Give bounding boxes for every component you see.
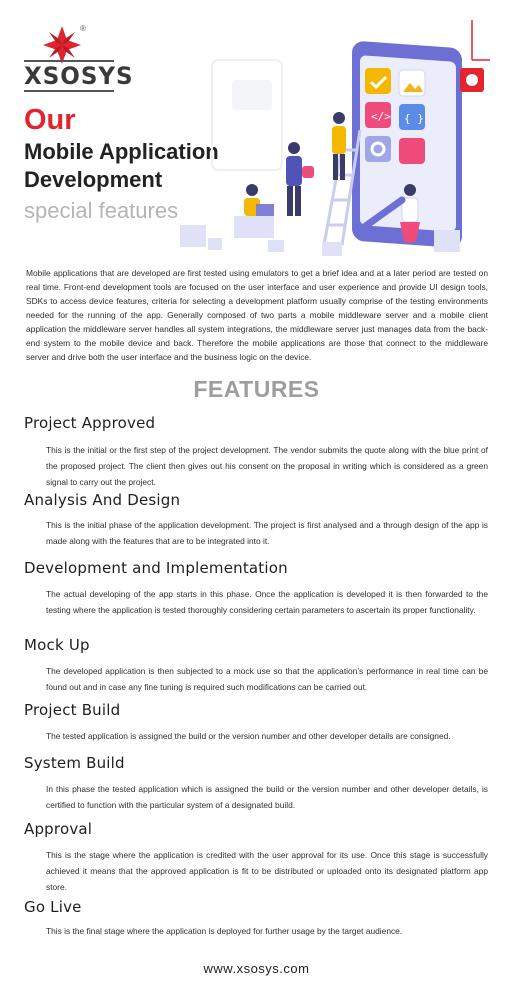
svg-text:{ }: { }	[404, 112, 424, 125]
svg-text:</>: </>	[371, 110, 391, 123]
feature-title: Go Live	[24, 898, 82, 916]
feature-title: Mock Up	[24, 636, 90, 654]
feature-title: Analysis And Design	[24, 491, 181, 509]
feature-description: In this phase the tested application which is assigned the build or the version number and other developer details, is certified to function with the particular system of a designated build.	[46, 784, 488, 810]
logo-rule-bottom	[24, 90, 114, 92]
feature-title: Approval	[24, 820, 93, 838]
page-title: Mobile Application Development	[24, 139, 219, 192]
features-heading: FEATURES	[193, 376, 320, 402]
app-development-illustration	[172, 20, 502, 260]
feature-description: The tested application is assigned the build or the version number and other developer details are consigned.	[46, 731, 451, 741]
feature-description: This is the initial phase of the application development. The project is first analysed and a through design of the app is made along with the features that are to be integrated into it.	[46, 520, 488, 546]
feature-title: System Build	[24, 754, 125, 772]
brand-wordmark: XSOSYS	[24, 62, 134, 90]
feature-description: The actual developing of the app starts in this phase. Once the application is developed it is then forwarded to the testing where the application is tested thoroughly considering certain parameters to ascertain its proper functionality.	[46, 589, 488, 615]
feature-description: This is the initial or the first step of the project development. The vendor submits the quote along with the blue print of the proposed project. The client then gives out his consent on the proposal in writing which is considered as a green signal to carry out the project.	[46, 445, 488, 487]
feature-description: This is the stage where the application is credited with the user approval for its use. Once this stage is successfully achieved it means that the approved application is fit to be distributed or uploaded onto its designated platform app store.	[46, 850, 488, 892]
page-subtitle: special features	[24, 198, 179, 223]
intro-paragraph: Mobile applications that are developed are first tested using emulators to get a brief idea and at a later period are tested on real time. Front-end development tools are focused on the user interface and user experience and provide UI design tools, SDKs to access device features, criteria for selecting a development platform usually comprise of the testing environments needed for the running of the app. Generally composed of two parts a mobile middleware server and a mobile client application the middleware server handles all system integrations, the middleware server just manages data from the back-end system to the mobile device and back. Therefore the mobile applications are those that connect to the middleware server and drive both the user interface and the business logic on the device.	[26, 268, 488, 362]
feature-description: This is the final stage where the application is deployed for further usage by the target audience.	[46, 926, 403, 936]
hero-section	[0, 0, 513, 262]
footer-website-link[interactable]: www.xsosys.com	[203, 961, 310, 976]
feature-title: Project Approved	[24, 414, 156, 432]
registered-mark: ®	[80, 24, 86, 33]
heading-our: Our	[24, 104, 76, 136]
feature-title: Project Build	[24, 701, 121, 719]
feature-title: Development and Implementation	[24, 559, 288, 577]
feature-description: The developed application is then subjected to a mock use so that the application’s performance in real time can be found out and in case any fine tuning is required such modifications can be carried out.	[46, 666, 488, 692]
